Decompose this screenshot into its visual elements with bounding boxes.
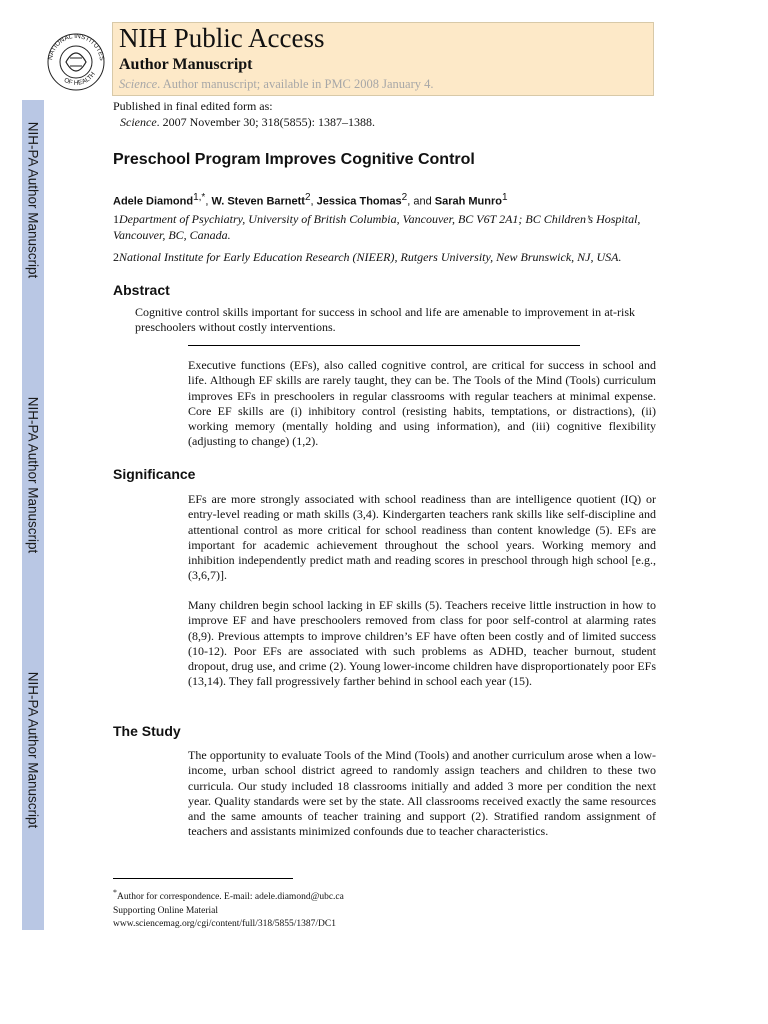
sidebar-label-3: NIH-PA Author Manuscript xyxy=(25,671,41,829)
sidebar-label-1: NIH-PA Author Manuscript xyxy=(25,121,41,279)
author-list: Adele Diamond$^{1,*}$, W. Steven Barnett$^2$, Jessica Thomas$^2$, and Sarah Munro$^1$ xyxy=(113,192,508,208)
significance-paragraph-1: EFs are more strongly associated with school readiness than are intelligence quotient (IQ) or entry-level reading or math skills (3,4). Kindergarten teachers rank skills like self-discipline and attentional control as more critical for school readiness than content knowledge (5). EFs are important for academic achievement throughout the school years. Working memory and inhibition independently predict math and reading scores in preschool through high school [e.g., (3,6,7)]. xyxy=(188,492,656,583)
svg-text:OF HEALTH: OF HEALTH xyxy=(62,70,97,87)
study-paragraph-1: The opportunity to evaluate Tools of the Mind (Tools) and another curriculum arose when a low-income, urban school district agreed to randomly assign teachers and children to these two curricula. Our study included 18 classrooms initially and added 3 more per condition the next year. Quality standards were set by the state. All classrooms received exactly the same resources and the same amounts of teacher training and support (2). Stratified random assignment of teachers and assistants minimized confounds due to teacher characteristics. xyxy=(188,748,656,839)
article-title: Preschool Program Improves Cognitive Control xyxy=(113,151,475,168)
abstract-heading: Abstract xyxy=(113,282,170,298)
supporting-material-url[interactable]: www.sciencemag.org/cgi/content/full/318/5855/1387/DC1 xyxy=(113,919,336,929)
significance-paragraph-2: Many children begin school lacking in EF skills (5). Teachers receive little instruction in how to improve EF and have preschoolers removed from class for poor self-control at alarming rates (8,9). Previous attempts to improve children’s EF have often been costly and of limited success (10-12). Poor EFs are associated with such problems as ADHD, teacher burnout, student dropout, drug use, and crime (2). Young lower-income children have disproportionately poor EFs (13,14). They fall progressively farther behind in school each year (15). xyxy=(188,598,656,689)
svg-text:NATIONAL INSTITUTES: NATIONAL INSTITUTES xyxy=(47,32,106,62)
nih-public-access-title: NIH Public Access xyxy=(119,23,325,53)
correspondence-footnote: *Author for correspondence. E-mail: adele.diamond@ubc.ca xyxy=(113,888,344,903)
author-manuscript-label: Author Manuscript xyxy=(119,56,253,73)
availability-line: Science. Author manuscript; available in PMC 2008 January 4. xyxy=(119,77,434,91)
nih-logo-icon xyxy=(44,22,108,98)
significance-heading: Significance xyxy=(113,466,196,482)
affiliation-2: 2National Institute for Early Education Research (NIEER), Rutgers University, New Brunswick, NJ, USA. xyxy=(113,250,622,264)
footnote-divider xyxy=(113,878,293,879)
nih-header-box xyxy=(112,22,654,96)
study-heading: The Study xyxy=(113,723,181,739)
affiliation-1: 1Department of Psychiatry, University of British Columbia, Vancouver, BC V6T 2A1; BC Children’s Hospital, Vancouver, BC, Canada. xyxy=(113,212,641,242)
publication-info: Published in final edited form as: Science. 2007 November 30; 318(5855): 1387–1388. xyxy=(113,99,375,129)
supporting-material-label: Supporting Online Material xyxy=(113,906,219,916)
abstract-text: Cognitive control skills important for success in school and life are amenable to improvement in at-risk preschoolers without costly interventions. xyxy=(135,305,635,335)
abstract-divider xyxy=(188,345,580,346)
sidebar-label-2: NIH-PA Author Manuscript xyxy=(25,396,41,554)
intro-paragraph: Executive functions (EFs), also called cognitive control, are critical for success in school and life. Although EF skills are rarely taught, they can be. The Tools of the Mind (Tools) curriculum improves EFs in preschoolers in regular classrooms with regular teachers at minimal expense. Core EF skills are (i) inhibitory control (resisting habits, temptations, or distractions), (ii) working memory (mentally holding and using information), and (iii) cognitive flexibility (adjusting to change) (1,2). xyxy=(188,358,656,449)
